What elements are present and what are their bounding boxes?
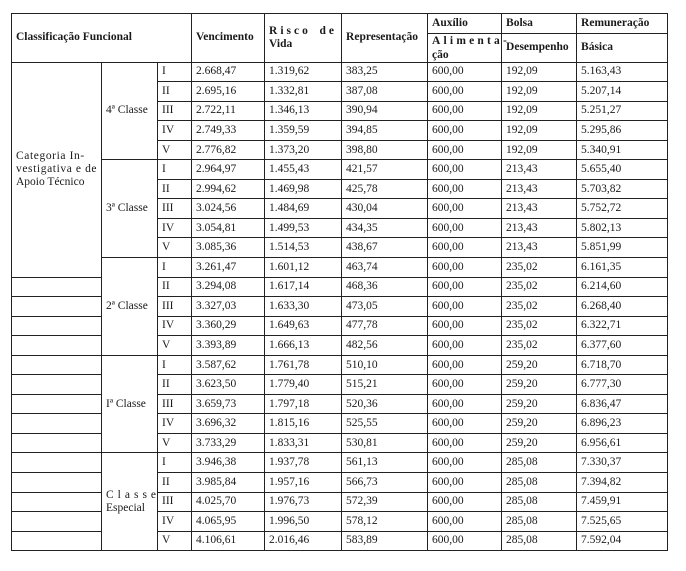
vencimento-cell: 2.695,16 xyxy=(192,82,265,102)
bolsa-cell: 285,08 xyxy=(502,531,577,551)
level-cell: II xyxy=(158,179,192,199)
risco-cell: 1.346,13 xyxy=(265,101,342,121)
header-vencimento: Vencimento xyxy=(192,14,265,63)
category-empty-cell xyxy=(12,473,102,493)
header-risco-word1: Risco xyxy=(269,24,311,37)
class-label-line2: Especial xyxy=(106,501,145,514)
level-cell: III xyxy=(158,101,192,121)
representacao-cell: 572,39 xyxy=(342,492,428,512)
risco-cell: 1.996,50 xyxy=(265,512,342,532)
category-label xyxy=(16,150,101,189)
category-empty-cell xyxy=(12,433,102,453)
remuneracao-cell: 6.777,30 xyxy=(577,375,668,395)
remuneracao-cell: 5.295,86 xyxy=(577,121,668,141)
bolsa-cell: 259,20 xyxy=(502,394,577,414)
remuneracao-cell: 5.207,14 xyxy=(577,82,668,102)
class-label-cell xyxy=(102,355,158,453)
class-label: 4ª Classe xyxy=(106,104,148,117)
table-row xyxy=(12,62,668,82)
risco-cell: 1.976,73 xyxy=(265,492,342,512)
level-cell: I xyxy=(158,160,192,180)
bolsa-cell: 213,43 xyxy=(502,160,577,180)
auxilio-cell: 600,00 xyxy=(428,316,502,336)
vencimento-cell: 2.668,47 xyxy=(192,62,265,82)
level-cell: II xyxy=(158,277,192,297)
bolsa-cell: 235,02 xyxy=(502,297,577,317)
auxilio-cell: 600,00 xyxy=(428,160,502,180)
vencimento-cell: 2.994,62 xyxy=(192,179,265,199)
representacao-cell: 473,05 xyxy=(342,297,428,317)
remuneracao-cell: 6.322,71 xyxy=(577,316,668,336)
header-classificacao: Classificação Funcional xyxy=(12,14,192,63)
level-cell: II xyxy=(158,375,192,395)
header-row-top xyxy=(12,14,668,34)
table-row xyxy=(12,453,668,473)
level-cell: I xyxy=(158,355,192,375)
header-auxilio-line1: Alimenta- xyxy=(432,34,511,47)
remuneracao-cell: 6.896,23 xyxy=(577,414,668,434)
remuneracao-cell: 5.703,82 xyxy=(577,179,668,199)
remuneracao-cell: 5.802,13 xyxy=(577,218,668,238)
risco-cell: 1.666,13 xyxy=(265,336,342,356)
representacao-cell: 398,80 xyxy=(342,140,428,160)
remuneracao-cell: 6.836,47 xyxy=(577,394,668,414)
auxilio-cell: 600,00 xyxy=(428,218,502,238)
representacao-cell: 463,74 xyxy=(342,258,428,278)
auxilio-cell: 600,00 xyxy=(428,473,502,493)
category-empty-cell xyxy=(12,336,102,356)
risco-cell: 1.514,53 xyxy=(265,238,342,258)
level-cell: IV xyxy=(158,121,192,141)
risco-cell: 1.779,40 xyxy=(265,375,342,395)
representacao-cell: 566,73 xyxy=(342,473,428,493)
risco-cell: 1.617,14 xyxy=(265,277,342,297)
level-cell: II xyxy=(158,82,192,102)
remuneracao-cell: 7.330,37 xyxy=(577,453,668,473)
representacao-cell: 510,10 xyxy=(342,355,428,375)
risco-cell: 1.499,53 xyxy=(265,218,342,238)
class-label-line1: Classe xyxy=(106,488,161,501)
vencimento-cell: 3.261,47 xyxy=(192,258,265,278)
category-empty-cell xyxy=(12,355,102,375)
risco-cell: 1.957,16 xyxy=(265,473,342,493)
bolsa-cell: 192,09 xyxy=(502,140,577,160)
bolsa-cell: 213,43 xyxy=(502,238,577,258)
vencimento-cell: 4.025,70 xyxy=(192,492,265,512)
category-label-line2: vestigativa e de xyxy=(16,163,98,176)
representacao-cell: 425,78 xyxy=(342,179,428,199)
auxilio-cell: 600,00 xyxy=(428,82,502,102)
representacao-cell: 468,36 xyxy=(342,277,428,297)
class-label: Iª Classe xyxy=(106,397,146,410)
vencimento-cell: 3.393,89 xyxy=(192,336,265,356)
level-cell: III xyxy=(158,492,192,512)
representacao-cell: 390,94 xyxy=(342,101,428,121)
category-empty-cell xyxy=(12,277,102,297)
level-cell: III xyxy=(158,394,192,414)
bolsa-cell: 259,20 xyxy=(502,433,577,453)
auxilio-cell: 600,00 xyxy=(428,492,502,512)
level-cell: IV xyxy=(158,414,192,434)
representacao-cell: 394,85 xyxy=(342,121,428,141)
header-auxilio-top: Auxílio xyxy=(428,14,502,34)
level-cell: III xyxy=(158,297,192,317)
bolsa-cell: 213,43 xyxy=(502,218,577,238)
level-cell: I xyxy=(158,62,192,82)
remuneracao-cell: 6.161,35 xyxy=(577,258,668,278)
risco-cell: 1.833,31 xyxy=(265,433,342,453)
auxilio-cell: 600,00 xyxy=(428,121,502,141)
vencimento-cell: 3.024,56 xyxy=(192,199,265,219)
representacao-cell: 434,35 xyxy=(342,218,428,238)
class-label: 3ª Classe xyxy=(106,202,148,215)
vencimento-cell: 4.106,61 xyxy=(192,531,265,551)
auxilio-cell: 600,00 xyxy=(428,277,502,297)
risco-cell: 1.469,98 xyxy=(265,179,342,199)
remuneracao-cell: 6.718,70 xyxy=(577,355,668,375)
level-cell: V xyxy=(158,140,192,160)
vencimento-cell: 4.065,95 xyxy=(192,512,265,532)
bolsa-cell: 235,02 xyxy=(502,277,577,297)
representacao-cell: 561,13 xyxy=(342,453,428,473)
remuneracao-cell: 7.592,04 xyxy=(577,531,668,551)
representacao-cell: 525,55 xyxy=(342,414,428,434)
vencimento-cell: 3.587,62 xyxy=(192,355,265,375)
vencimento-cell: 2.722,11 xyxy=(192,101,265,121)
vencimento-cell: 3.946,38 xyxy=(192,453,265,473)
risco-cell: 1.319,62 xyxy=(265,62,342,82)
header-risco-de-vida xyxy=(265,14,342,63)
category-label-line3: Apoio Técnico xyxy=(16,176,85,189)
vencimento-cell: 3.623,50 xyxy=(192,375,265,395)
remuneracao-cell: 6.956,61 xyxy=(577,433,668,453)
class-label: 2ª Classe xyxy=(106,299,148,312)
header-remuneracao-bottom: Básica xyxy=(577,33,668,62)
header-bolsa-top: Bolsa xyxy=(502,14,577,34)
auxilio-cell: 600,00 xyxy=(428,336,502,356)
remuneracao-cell: 5.851,99 xyxy=(577,238,668,258)
category-label-line1: Categoria In- xyxy=(16,150,85,163)
class-label-cell xyxy=(102,453,161,551)
auxilio-cell: 600,00 xyxy=(428,62,502,82)
level-cell: IV xyxy=(158,316,192,336)
auxilio-cell: 600,00 xyxy=(428,258,502,278)
representacao-cell: 578,12 xyxy=(342,512,428,532)
auxilio-cell: 600,00 xyxy=(428,297,502,317)
auxilio-cell: 600,00 xyxy=(428,199,502,219)
risco-cell: 1.937,78 xyxy=(265,453,342,473)
bolsa-cell: 213,43 xyxy=(502,199,577,219)
representacao-cell: 477,78 xyxy=(342,316,428,336)
class-label-cell xyxy=(102,258,158,356)
level-cell: IV xyxy=(158,218,192,238)
table-row xyxy=(12,160,668,180)
representacao-cell: 421,57 xyxy=(342,160,428,180)
auxilio-cell: 600,00 xyxy=(428,433,502,453)
risco-cell: 1.761,78 xyxy=(265,355,342,375)
remuneracao-cell: 5.251,27 xyxy=(577,101,668,121)
vencimento-cell: 3.733,29 xyxy=(192,433,265,453)
bolsa-cell: 285,08 xyxy=(502,473,577,493)
bolsa-cell: 213,43 xyxy=(502,179,577,199)
bolsa-cell: 285,08 xyxy=(502,492,577,512)
vencimento-cell: 3.696,32 xyxy=(192,414,265,434)
header-auxilio-bottom xyxy=(428,33,511,62)
auxilio-cell: 600,00 xyxy=(428,101,502,121)
auxilio-cell: 600,00 xyxy=(428,394,502,414)
risco-cell: 1.373,20 xyxy=(265,140,342,160)
level-cell: I xyxy=(158,453,192,473)
level-cell: V xyxy=(158,433,192,453)
auxilio-cell: 600,00 xyxy=(428,355,502,375)
remuneracao-cell: 7.394,82 xyxy=(577,473,668,493)
category-empty-cell xyxy=(12,375,102,395)
table-row xyxy=(12,355,668,375)
vencimento-cell: 2.776,82 xyxy=(192,140,265,160)
category-empty-cell xyxy=(12,512,102,532)
risco-cell: 1.332,81 xyxy=(265,82,342,102)
auxilio-cell: 600,00 xyxy=(428,179,502,199)
representacao-cell: 482,56 xyxy=(342,336,428,356)
bolsa-cell: 235,02 xyxy=(502,258,577,278)
representacao-cell: 387,08 xyxy=(342,82,428,102)
header-risco-top xyxy=(269,25,341,38)
level-cell: I xyxy=(158,258,192,278)
vencimento-cell: 3.985,84 xyxy=(192,473,265,493)
header-bolsa-bottom: Desempenho xyxy=(502,33,577,62)
bolsa-cell: 192,09 xyxy=(502,121,577,141)
remuneracao-cell: 5.752,72 xyxy=(577,199,668,219)
bolsa-cell: 235,02 xyxy=(502,316,577,336)
category-empty-cell xyxy=(12,394,102,414)
auxilio-cell: 600,00 xyxy=(428,531,502,551)
representacao-cell: 520,36 xyxy=(342,394,428,414)
category-empty-cell xyxy=(12,453,102,473)
risco-cell: 1.649,63 xyxy=(265,316,342,336)
category-cell xyxy=(12,62,102,277)
vencimento-cell: 2.964,97 xyxy=(192,160,265,180)
category-empty-cell xyxy=(12,414,102,434)
auxilio-cell: 600,00 xyxy=(428,414,502,434)
header-auxilio-line2: ção xyxy=(432,48,449,61)
representacao-cell: 583,89 xyxy=(342,531,428,551)
remuneracao-cell: 6.268,40 xyxy=(577,297,668,317)
bolsa-cell: 285,08 xyxy=(502,453,577,473)
auxilio-cell: 600,00 xyxy=(428,453,502,473)
vencimento-cell: 3.659,73 xyxy=(192,394,265,414)
header-representacao: Representação xyxy=(342,14,428,63)
vencimento-cell: 3.327,03 xyxy=(192,297,265,317)
level-cell: III xyxy=(158,199,192,219)
risco-cell: 1.601,12 xyxy=(265,258,342,278)
table-row xyxy=(12,258,668,278)
bolsa-cell: 192,09 xyxy=(502,82,577,102)
salary-table xyxy=(11,13,668,551)
remuneracao-cell: 6.377,60 xyxy=(577,336,668,356)
representacao-cell: 430,04 xyxy=(342,199,428,219)
risco-cell: 1.484,69 xyxy=(265,199,342,219)
remuneracao-cell: 5.340,91 xyxy=(577,140,668,160)
bolsa-cell: 285,08 xyxy=(502,512,577,532)
remuneracao-cell: 5.163,43 xyxy=(577,62,668,82)
vencimento-cell: 3.360,29 xyxy=(192,316,265,336)
table-body xyxy=(12,62,668,551)
remuneracao-cell: 7.525,65 xyxy=(577,512,668,532)
remuneracao-cell: 7.459,91 xyxy=(577,492,668,512)
remuneracao-cell: 5.655,40 xyxy=(577,160,668,180)
category-empty-cell xyxy=(12,531,102,551)
auxilio-cell: 600,00 xyxy=(428,140,502,160)
header-risco-word2: de xyxy=(319,24,338,37)
category-empty-cell xyxy=(12,297,102,317)
auxilio-cell: 600,00 xyxy=(428,512,502,532)
bolsa-cell: 259,20 xyxy=(502,375,577,395)
bolsa-cell: 259,20 xyxy=(502,355,577,375)
risco-cell: 2.016,46 xyxy=(265,531,342,551)
bolsa-cell: 192,09 xyxy=(502,62,577,82)
remuneracao-cell: 6.214,60 xyxy=(577,277,668,297)
bolsa-cell: 259,20 xyxy=(502,414,577,434)
level-cell: II xyxy=(158,473,192,493)
risco-cell: 1.797,18 xyxy=(265,394,342,414)
vencimento-cell: 3.054,81 xyxy=(192,218,265,238)
vencimento-cell: 3.085,36 xyxy=(192,238,265,258)
level-cell: V xyxy=(158,238,192,258)
risco-cell: 1.455,43 xyxy=(265,160,342,180)
bolsa-cell: 235,02 xyxy=(502,336,577,356)
representacao-cell: 383,25 xyxy=(342,62,428,82)
level-cell: V xyxy=(158,336,192,356)
bolsa-cell: 192,09 xyxy=(502,101,577,121)
risco-cell: 1.633,30 xyxy=(265,297,342,317)
vencimento-cell: 3.294,08 xyxy=(192,277,265,297)
vencimento-cell: 2.749,33 xyxy=(192,121,265,141)
representacao-cell: 530,81 xyxy=(342,433,428,453)
level-cell: V xyxy=(158,531,192,551)
class-label-cell xyxy=(102,62,158,160)
representacao-cell: 515,21 xyxy=(342,375,428,395)
representacao-cell: 438,67 xyxy=(342,238,428,258)
risco-cell: 1.815,16 xyxy=(265,414,342,434)
auxilio-cell: 600,00 xyxy=(428,238,502,258)
risco-cell: 1.359,59 xyxy=(265,121,342,141)
header-risco-bottom: Vida xyxy=(269,37,293,50)
auxilio-cell: 600,00 xyxy=(428,375,502,395)
level-cell: IV xyxy=(158,512,192,532)
class-label-cell xyxy=(102,160,158,258)
header-remuneracao-top: Remuneração xyxy=(577,14,668,34)
category-empty-cell xyxy=(12,492,102,512)
category-empty-cell xyxy=(12,316,102,336)
